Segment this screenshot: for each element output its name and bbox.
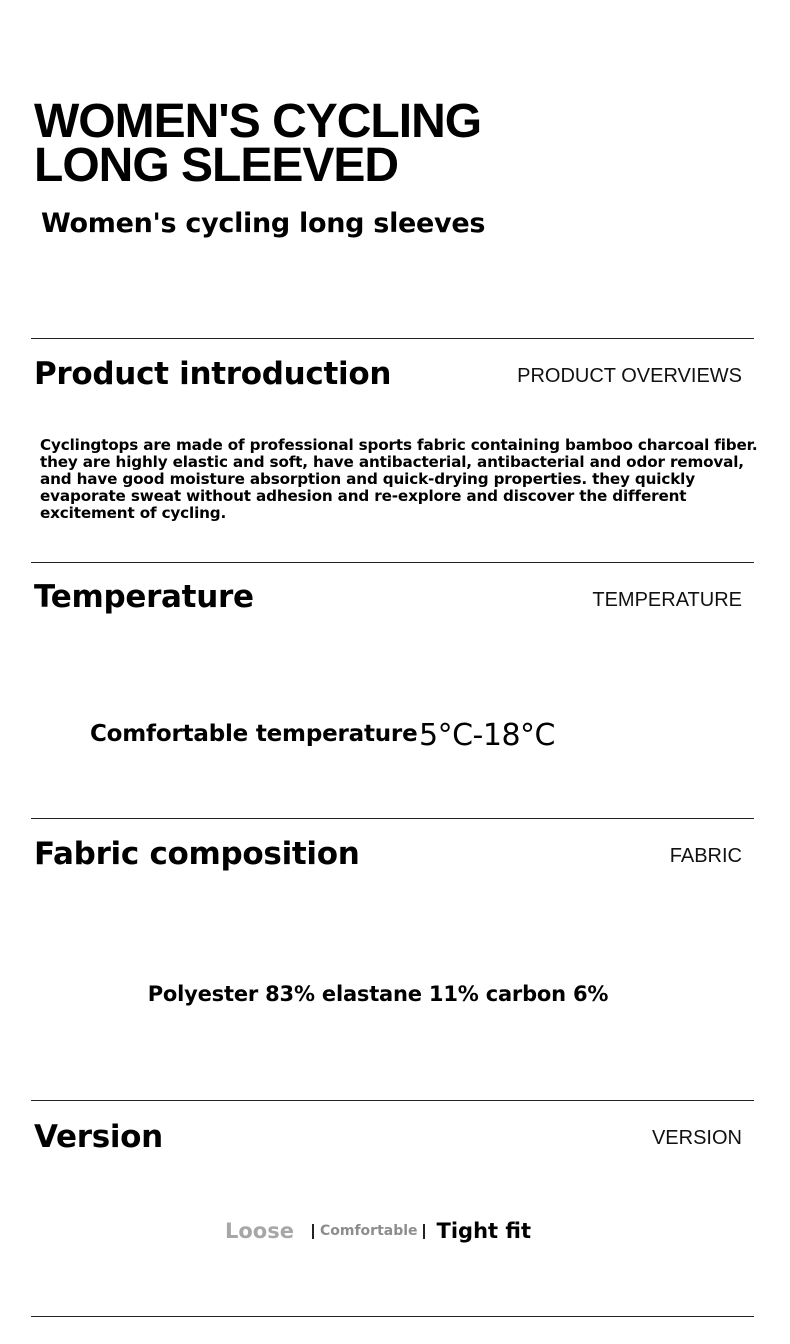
version-option-comfortable: Comfortable bbox=[319, 1223, 418, 1239]
divider bbox=[31, 338, 754, 339]
section-tag-version: VERSION bbox=[651, 1127, 742, 1149]
fabric-composition: Polyester 83% elastane 11% carbon 6% bbox=[147, 982, 609, 1006]
version-separator bbox=[312, 1224, 314, 1239]
title-line-1: WOMEN'S CYCLING bbox=[34, 95, 482, 148]
section-tag-temperature: TEMPERATURE bbox=[592, 589, 742, 611]
section-title-temperature: Temperature bbox=[34, 579, 254, 615]
page-subtitle: Women's cycling long sleeves bbox=[41, 208, 486, 239]
section-title-version: Version bbox=[34, 1119, 163, 1155]
temperature-value: 5°C-18°C bbox=[419, 718, 555, 753]
section-title-intro: Product introduction bbox=[34, 356, 392, 392]
divider bbox=[31, 1100, 754, 1101]
section-tag-intro: PRODUCT OVERVIEWS bbox=[517, 365, 742, 387]
version-option-tight-fit: Tight fit bbox=[436, 1219, 531, 1243]
version-separator bbox=[423, 1224, 425, 1239]
divider bbox=[31, 1316, 754, 1317]
divider bbox=[31, 562, 754, 563]
section-tag-fabric: FABRIC bbox=[669, 845, 742, 867]
title-line-2: LONG SLEEVED bbox=[34, 139, 399, 192]
temperature-label: Comfortable temperature bbox=[90, 721, 418, 747]
product-description: Cyclingtops are made of professional sports fabric containing bamboo charcoal fiber. they are highly elastic and soft, have antibacterial, antibacterial and odor removal, and have good moisture absorption and quick-drying properties. they quickly evaporate sweat without adhesion and re-explore and discover the different excitement of cycling. bbox=[40, 436, 758, 522]
version-option-loose: Loose bbox=[224, 1219, 294, 1243]
section-title-fabric: Fabric composition bbox=[34, 836, 360, 872]
version-scale bbox=[0, 1219, 790, 1243]
divider bbox=[31, 818, 754, 819]
page-title bbox=[34, 95, 482, 192]
